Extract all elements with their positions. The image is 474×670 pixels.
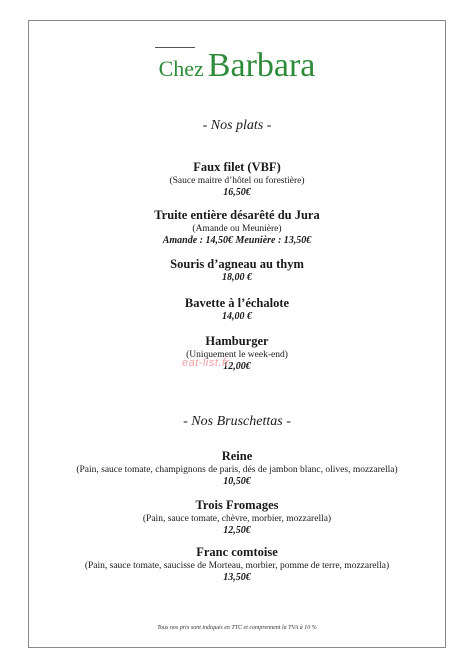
item-name: Souris d’agneau au thym	[170, 257, 304, 271]
item-price: 12,50€	[223, 525, 251, 536]
item-price: Amande : 14,50€ Meunière : 13,50€	[162, 235, 312, 246]
menu-item	[0, 208, 474, 247]
watermark-text: eat-list.fr	[182, 357, 230, 369]
item-price: 13,50€	[223, 572, 251, 583]
item-name: Reine	[221, 449, 253, 463]
logo-rule	[155, 47, 195, 48]
item-description: (Amande ou Meunière)	[192, 224, 282, 234]
item-price: 10,50€	[223, 476, 251, 487]
logo-barbara: Barbara	[207, 47, 316, 84]
item-name: Faux filet (VBF)	[193, 160, 281, 174]
item-name: Hamburger	[205, 334, 269, 348]
menu-item	[0, 296, 474, 323]
item-price: 16,50€	[223, 187, 251, 198]
section-title-bruschettas: - Nos Bruschettas -	[183, 414, 291, 429]
menu-item	[0, 334, 474, 373]
item-description: (Pain, sauce tomate, chèvre, morbier, mozzarella)	[142, 514, 332, 524]
menu-item	[0, 160, 474, 199]
logo-chez: Chez	[158, 56, 204, 81]
item-description: (Uniquement le week-end)	[186, 350, 288, 360]
item-description: (Pain, sauce tomate, champignons de paris, dés de jambon blanc, olives, mozzarella)	[76, 465, 398, 475]
menu-item	[0, 545, 474, 584]
menu-item	[0, 449, 474, 488]
section-title-plats: - Nos plats -	[202, 118, 272, 133]
item-name: Trois Fromages	[195, 498, 279, 512]
item-price: 18,00 €	[222, 272, 252, 283]
restaurant-logo	[0, 47, 474, 85]
item-description: (Pain, sauce tomate, saucisse de Morteau, morbier, pomme de terre, mozzarella)	[84, 561, 390, 571]
menu-item	[0, 498, 474, 537]
menu-item	[0, 257, 474, 284]
price-disclaimer: Tous nos prix sont indiqués en TTC et comprennent la TVA à 10 %	[157, 625, 317, 631]
item-name: Franc comtoise	[196, 545, 278, 559]
item-description: (Sauce maitre d’hôtel ou forestière)	[169, 176, 305, 186]
item-name: Bavette à l’échalote	[184, 296, 290, 310]
item-price: 14,00 €	[222, 311, 252, 322]
item-name: Truite entière désarêté du Jura	[154, 208, 320, 222]
item-price: 12,00€	[223, 361, 251, 372]
